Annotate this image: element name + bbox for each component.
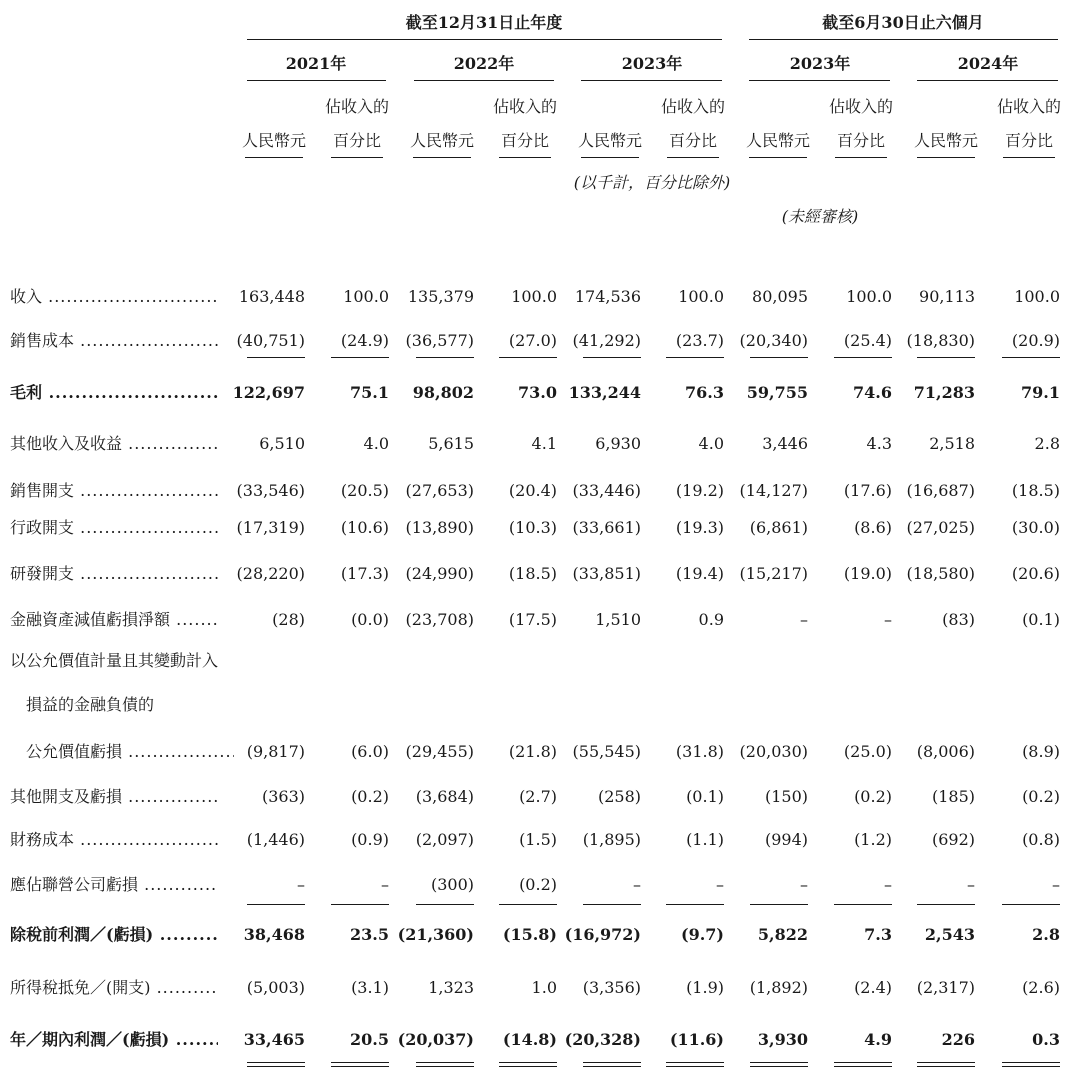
cell-value: (20,037): [397, 1030, 474, 1049]
col-rule: [413, 157, 471, 158]
cell-value: (3.1): [351, 978, 389, 997]
underline: [1002, 1066, 1060, 1067]
cell-value: (21,360): [397, 925, 474, 944]
cell-value: 3,446: [762, 434, 808, 453]
cell-value: 20.5: [350, 1030, 389, 1049]
cell-value: (33,546): [236, 481, 305, 500]
cell-value: 90,113: [919, 287, 975, 306]
year-rule: [414, 80, 554, 81]
cell-value: (16,972): [564, 925, 641, 944]
cell-value: (692): [931, 830, 975, 849]
underline: [917, 1062, 975, 1063]
cell-value: (2.6): [1022, 978, 1060, 997]
row-label: 年／期內利潤／(虧損) .....: [10, 1030, 218, 1050]
cell-value: (14.8): [502, 1030, 557, 1049]
cell-value: (3,684): [415, 787, 474, 806]
cell-value: (23,708): [405, 610, 474, 629]
col-header-pct-line1: 佔收入的: [828, 97, 894, 116]
cell-value: (31.8): [675, 742, 724, 761]
cell-value: 59,755: [746, 383, 808, 402]
year-header: 2023年: [621, 54, 683, 73]
cell-value: (2.7): [519, 787, 557, 806]
cell-value: 4.1: [531, 434, 557, 453]
cell-value: (33,851): [572, 564, 641, 583]
cell-value: (150): [764, 787, 808, 806]
col-rule: [245, 157, 303, 158]
cell-value: (18,580): [906, 564, 975, 583]
underline: [331, 1066, 389, 1067]
cell-value: (20.4): [508, 481, 557, 500]
cell-value: –: [1052, 875, 1060, 894]
cell-value: (363): [261, 787, 305, 806]
col-header-pct-line2: 百分比: [836, 131, 886, 150]
cell-value: (0.1): [686, 787, 724, 806]
underline: [499, 1066, 557, 1067]
cell-value: 100.0: [1014, 287, 1060, 306]
cell-value: (0.2): [1022, 787, 1060, 806]
cell-value: (18.5): [1011, 481, 1060, 500]
cell-value: 0.3: [1032, 1030, 1060, 1049]
underline: [666, 1066, 724, 1067]
cell-value: (24.9): [340, 331, 389, 350]
cell-value: –: [884, 875, 892, 894]
cell-value: –: [800, 875, 808, 894]
cell-value: (1,895): [582, 830, 641, 849]
cell-value: (185): [931, 787, 975, 806]
group-rule: [749, 39, 1058, 40]
row-label: 銷售開支 .....: [10, 481, 218, 501]
cell-value: 1,323: [428, 978, 474, 997]
cell-value: (1,446): [246, 830, 305, 849]
cell-value: (0.2): [519, 875, 557, 894]
cell-value: (1.1): [686, 830, 724, 849]
cell-value: (14,127): [739, 481, 808, 500]
col-header-pct-line2: 百分比: [332, 131, 382, 150]
underline: [247, 904, 305, 905]
cell-value: (40,751): [236, 331, 305, 350]
underline: [666, 1062, 724, 1063]
cell-value: 71,283: [913, 383, 975, 402]
cell-value: 98,802: [412, 383, 474, 402]
underline: [583, 1062, 641, 1063]
cell-value: (0.9): [351, 830, 389, 849]
underline: [416, 1062, 474, 1063]
underline: [583, 1066, 641, 1067]
underline: [666, 357, 724, 358]
cell-value: (1.5): [519, 830, 557, 849]
cell-value: (41,292): [572, 331, 641, 350]
cell-value: (17.3): [340, 564, 389, 583]
cell-value: 6,510: [259, 434, 305, 453]
year-header: 2022年: [453, 54, 515, 73]
cell-value: 100.0: [678, 287, 724, 306]
group-rule: [247, 39, 722, 40]
underline: [917, 357, 975, 358]
cell-value: (27,025): [906, 518, 975, 537]
cell-value: (10.3): [508, 518, 557, 537]
underline: [247, 357, 305, 358]
cell-value: 4.0: [698, 434, 724, 453]
col-rule: [331, 157, 383, 158]
year-rule: [581, 80, 722, 81]
cell-value: (13,890): [405, 518, 474, 537]
cell-value: (17.6): [843, 481, 892, 500]
row-label: 行政開支 .....: [10, 518, 218, 538]
underline: [247, 1066, 305, 1067]
row-label: 金融資產減值虧損淨額 .....: [10, 610, 218, 630]
col-header-pct-line2: 百分比: [668, 131, 718, 150]
underline: [499, 904, 557, 905]
cell-value: (6,861): [749, 518, 808, 537]
col-rule: [581, 157, 639, 158]
cell-value: (17,319): [236, 518, 305, 537]
underline: [331, 904, 389, 905]
cell-value: 226: [941, 1030, 975, 1049]
cell-value: 0.9: [698, 610, 724, 629]
cell-value: –: [967, 875, 975, 894]
row-label: 以公允價值計量且其變動計入: [10, 651, 218, 670]
cell-value: (20,030): [739, 742, 808, 761]
cell-value: –: [297, 875, 305, 894]
cell-value: 2,518: [929, 434, 975, 453]
cell-value: 4.9: [864, 1030, 892, 1049]
underline: [834, 357, 892, 358]
col-header-rmb: 人民幣元: [913, 131, 979, 150]
underline: [583, 904, 641, 905]
cell-value: (20,340): [739, 331, 808, 350]
cell-value: 2,543: [924, 925, 975, 944]
cell-value: 163,448: [238, 287, 305, 306]
cell-value: (8.6): [854, 518, 892, 537]
col-header-rmb: 人民幣元: [577, 131, 643, 150]
cell-value: (0.0): [351, 610, 389, 629]
cell-value: 100.0: [343, 287, 389, 306]
cell-value: (8.9): [1022, 742, 1060, 761]
cell-value: (300): [430, 875, 474, 894]
cell-value: 135,379: [407, 287, 474, 306]
cell-value: (15,217): [739, 564, 808, 583]
cell-value: 74.6: [853, 383, 892, 402]
cell-value: 38,468: [243, 925, 305, 944]
cell-value: (19.3): [675, 518, 724, 537]
cell-value: (258): [597, 787, 641, 806]
underline: [583, 357, 641, 358]
col-header-pct-line1: 佔收入的: [492, 97, 558, 116]
cell-value: 80,095: [752, 287, 808, 306]
cell-value: 174,536: [574, 287, 641, 306]
underline: [834, 904, 892, 905]
cell-value: (24,990): [405, 564, 474, 583]
cell-value: (25.4): [843, 331, 892, 350]
cell-value: (28): [272, 610, 305, 629]
underline: [247, 1062, 305, 1063]
cell-value: (28,220): [236, 564, 305, 583]
cell-value: 100.0: [511, 287, 557, 306]
row-label: 其他開支及虧損 .....: [10, 787, 218, 807]
cell-value: (1,892): [749, 978, 808, 997]
underline: [331, 357, 389, 358]
cell-value: 79.1: [1021, 383, 1060, 402]
cell-value: (55,545): [572, 742, 641, 761]
underline: [834, 1066, 892, 1067]
cell-value: (15.8): [502, 925, 557, 944]
cell-value: (20,328): [564, 1030, 641, 1049]
col-header-rmb: 人民幣元: [745, 131, 811, 150]
cell-value: –: [716, 875, 724, 894]
cell-value: (994): [764, 830, 808, 849]
col-header-pct-line1: 佔收入的: [324, 97, 390, 116]
row-label: 其他收入及收益 .....: [10, 434, 218, 454]
underline: [499, 1062, 557, 1063]
col-rule: [1003, 157, 1055, 158]
col-header-rmb: 人民幣元: [409, 131, 475, 150]
cell-value: (11.6): [669, 1030, 724, 1049]
cell-value: (21.8): [508, 742, 557, 761]
col-header-pct-line2: 百分比: [500, 131, 550, 150]
cell-value: (0.2): [351, 787, 389, 806]
year-rule: [749, 80, 890, 81]
cell-value: (2,097): [415, 830, 474, 849]
cell-value: (1.9): [686, 978, 724, 997]
cell-value: –: [381, 875, 389, 894]
cell-value: (19.2): [675, 481, 724, 500]
cell-value: (19.0): [843, 564, 892, 583]
cell-value: 100.0: [846, 287, 892, 306]
unaudited-note: (未經審核): [781, 207, 859, 226]
col-header-rmb: 人民幣元: [241, 131, 307, 150]
cell-value: (2.4): [854, 978, 892, 997]
cell-value: 33,465: [243, 1030, 305, 1049]
underline: [917, 1066, 975, 1067]
row-label: 收入 .....: [10, 287, 218, 307]
row-label: 應佔聯營公司虧損 .....: [10, 875, 218, 895]
cell-value: (20.6): [1011, 564, 1060, 583]
cell-value: 3,930: [757, 1030, 808, 1049]
row-label: 公允價值虧損 .....: [26, 742, 234, 762]
cell-value: (16,687): [906, 481, 975, 500]
cell-value: (29,455): [405, 742, 474, 761]
cell-value: 7.3: [864, 925, 892, 944]
cell-value: (10.6): [340, 518, 389, 537]
cell-value: (17.5): [508, 610, 557, 629]
cell-value: (18,830): [906, 331, 975, 350]
cell-value: 5,822: [757, 925, 808, 944]
cell-value: 75.1: [350, 383, 389, 402]
cell-value: 133,244: [568, 383, 641, 402]
cell-value: –: [800, 610, 808, 629]
year-header: 2021年: [285, 54, 347, 73]
cell-value: (0.2): [854, 787, 892, 806]
row-label: 除稅前利潤／(虧損) .....: [10, 925, 218, 945]
cell-value: (20.9): [1011, 331, 1060, 350]
cell-value: 6,930: [595, 434, 641, 453]
cell-value: 23.5: [350, 925, 389, 944]
col-rule: [667, 157, 719, 158]
underline: [750, 1066, 808, 1067]
row-label: 銷售成本 .....: [10, 331, 218, 351]
cell-value: (83): [942, 610, 975, 629]
underline: [331, 1062, 389, 1063]
cell-value: (8,006): [916, 742, 975, 761]
year-rule: [917, 80, 1058, 81]
cell-value: (23.7): [675, 331, 724, 350]
cell-value: 73.0: [518, 383, 557, 402]
cell-value: (3,356): [582, 978, 641, 997]
year-rule: [247, 80, 386, 81]
cell-value: (9.7): [681, 925, 724, 944]
underline: [1002, 357, 1060, 358]
underline: [1002, 904, 1060, 905]
col-rule: [499, 157, 551, 158]
year-header: 2023年: [789, 54, 851, 73]
units-note: (以千計，百分比除外): [573, 173, 731, 192]
underline: [499, 357, 557, 358]
cell-value: (18.5): [508, 564, 557, 583]
cell-value: –: [884, 610, 892, 629]
col-rule: [749, 157, 807, 158]
cell-value: 1,510: [595, 610, 641, 629]
underline: [750, 357, 808, 358]
underline: [666, 904, 724, 905]
cell-value: 76.3: [685, 383, 724, 402]
cell-value: (5,003): [246, 978, 305, 997]
cell-value: 4.3: [866, 434, 892, 453]
group-header-full-year: 截至12月31日止年度: [405, 13, 563, 32]
year-header: 2024年: [957, 54, 1019, 73]
cell-value: (33,661): [572, 518, 641, 537]
cell-value: (27.0): [508, 331, 557, 350]
cell-value: –: [633, 875, 641, 894]
cell-value: 4.0: [363, 434, 389, 453]
cell-value: (25.0): [843, 742, 892, 761]
cell-value: (9,817): [246, 742, 305, 761]
underline: [416, 904, 474, 905]
underline: [1002, 1062, 1060, 1063]
cell-value: 5,615: [428, 434, 474, 453]
row-label: 財務成本 .....: [10, 830, 218, 850]
cell-value: (27,653): [405, 481, 474, 500]
cell-value: (6.0): [351, 742, 389, 761]
col-rule: [917, 157, 975, 158]
col-header-pct-line1: 佔收入的: [996, 97, 1062, 116]
underline: [917, 904, 975, 905]
row-label: 損益的金融負債的: [26, 695, 155, 714]
row-label: 所得稅抵免／(開支) .....: [10, 978, 218, 998]
cell-value: 122,697: [232, 383, 305, 402]
row-label: 毛利 .....: [10, 383, 218, 403]
cell-value: 1.0: [531, 978, 557, 997]
group-header-half-year: 截至6月30日止六個月: [822, 13, 984, 32]
cell-value: (19.4): [675, 564, 724, 583]
cell-value: 2.8: [1034, 434, 1060, 453]
underline: [416, 357, 474, 358]
col-header-pct-line2: 百分比: [1004, 131, 1054, 150]
underline: [750, 1062, 808, 1063]
underline: [416, 1066, 474, 1067]
cell-value: 2.8: [1032, 925, 1060, 944]
cell-value: (36,577): [405, 331, 474, 350]
col-header-pct-line1: 佔收入的: [660, 97, 726, 116]
cell-value: (33,446): [572, 481, 641, 500]
cell-value: (30.0): [1011, 518, 1060, 537]
col-rule: [835, 157, 887, 158]
cell-value: (20.5): [340, 481, 389, 500]
row-label: 研發開支 .....: [10, 564, 218, 584]
cell-value: (2,317): [916, 978, 975, 997]
underline: [834, 1062, 892, 1063]
underline: [750, 904, 808, 905]
cell-value: (1.2): [854, 830, 892, 849]
cell-value: (0.1): [1022, 610, 1060, 629]
cell-value: (0.8): [1022, 830, 1060, 849]
